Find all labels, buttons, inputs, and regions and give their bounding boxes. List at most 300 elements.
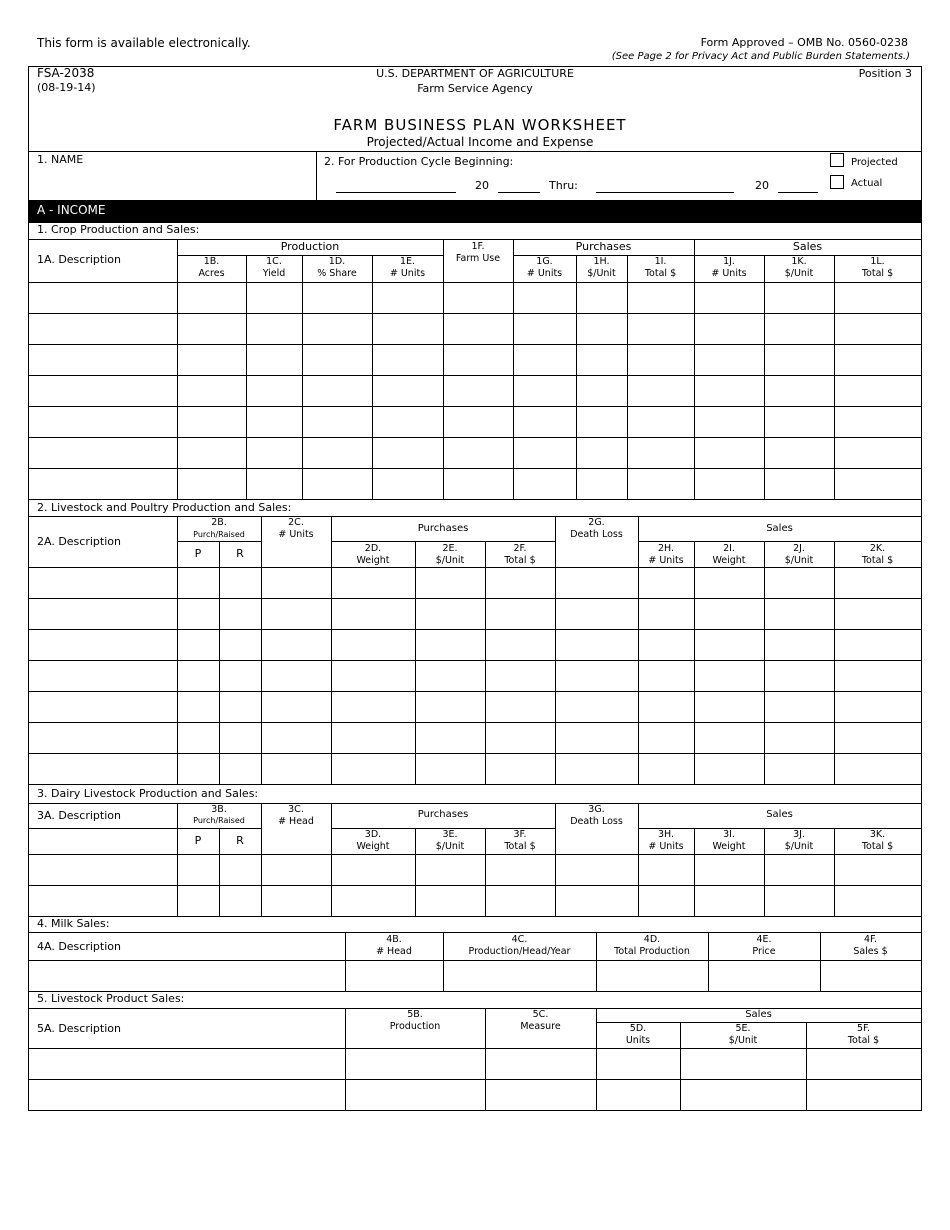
year-prefix-begin: 20 bbox=[475, 179, 489, 192]
livestock-entry-cell[interactable] bbox=[177, 661, 219, 691]
livestock-entry-cell[interactable] bbox=[219, 723, 261, 753]
dairy-entry-cell[interactable] bbox=[29, 886, 177, 916]
crop-entry-cell[interactable] bbox=[694, 314, 764, 344]
crop-entry-cell[interactable] bbox=[302, 376, 372, 406]
crop-entry-cell[interactable] bbox=[694, 345, 764, 375]
crop-entry-cell[interactable] bbox=[177, 407, 246, 437]
crop-entry-cell[interactable] bbox=[443, 407, 513, 437]
livestock-entry-cell[interactable] bbox=[834, 630, 921, 660]
livestock-entry-cell[interactable] bbox=[555, 599, 638, 629]
form-number: FSA-2038 bbox=[37, 66, 95, 80]
crop-entry-cell[interactable] bbox=[443, 283, 513, 313]
crop-entry-cell[interactable] bbox=[177, 376, 246, 406]
section-a-bar bbox=[29, 200, 921, 222]
col-1d-code: 1D. bbox=[328, 256, 346, 267]
dairy-entry-cell[interactable] bbox=[834, 855, 921, 885]
dairy-entry-cell[interactable] bbox=[555, 855, 638, 885]
livestock-entry-cell[interactable] bbox=[694, 599, 764, 629]
crop-entry-cell[interactable] bbox=[513, 314, 576, 344]
livestock-entry-cell[interactable] bbox=[834, 723, 921, 753]
livestock-entry-cell[interactable] bbox=[694, 630, 764, 660]
crop-entry-cell[interactable] bbox=[627, 438, 694, 468]
col-5f-label: Total $ bbox=[847, 1035, 880, 1046]
cycle-begin-field[interactable] bbox=[336, 192, 456, 193]
projected-checkbox[interactable] bbox=[830, 153, 844, 167]
crop-entry-cell[interactable] bbox=[246, 314, 302, 344]
livestock-entry-cell[interactable] bbox=[638, 723, 694, 753]
col-5c-label: Measure bbox=[520, 1021, 561, 1032]
col-2j-label: $/Unit bbox=[784, 555, 814, 566]
col-3c-label: # Head bbox=[278, 816, 314, 827]
col-5f bbox=[806, 1023, 921, 1047]
crop-entry-cell[interactable] bbox=[694, 283, 764, 313]
crop-entry-cell[interactable] bbox=[834, 314, 921, 344]
dairy-entry-cell[interactable] bbox=[177, 886, 219, 916]
livestock-entry-cell[interactable] bbox=[415, 692, 485, 722]
col-3d-label: Weight bbox=[356, 841, 390, 852]
col-4e bbox=[708, 934, 820, 958]
livestock-entry-cell[interactable] bbox=[764, 568, 834, 598]
dairy-desc-header: 3A. Description bbox=[37, 809, 121, 822]
livestock-entry-cell[interactable] bbox=[555, 723, 638, 753]
col-2d-code: 2D. bbox=[364, 543, 382, 554]
actual-label: Actual bbox=[851, 178, 883, 189]
col-2j bbox=[764, 543, 834, 567]
livestock-entry-cell[interactable] bbox=[638, 754, 694, 784]
crop-entry-cell[interactable] bbox=[576, 469, 627, 499]
crop-entry-cell[interactable] bbox=[513, 345, 576, 375]
product-entry-cell[interactable] bbox=[345, 1080, 485, 1110]
col-4b bbox=[345, 934, 443, 958]
livestock-entry-cell[interactable] bbox=[29, 661, 177, 691]
crop-entry-cell[interactable] bbox=[764, 407, 834, 437]
crop-entry-cell[interactable] bbox=[764, 283, 834, 313]
crop-entry-cell[interactable] bbox=[834, 407, 921, 437]
crop-entry-cell[interactable] bbox=[302, 314, 372, 344]
livestock-entry-cell[interactable] bbox=[331, 661, 415, 691]
livestock-entry-cell[interactable] bbox=[485, 723, 555, 753]
livestock-entry-cell[interactable] bbox=[638, 568, 694, 598]
product-entry-cell[interactable] bbox=[29, 1049, 345, 1079]
crop-entry-cell[interactable] bbox=[576, 438, 627, 468]
col-4e-label: Price bbox=[752, 946, 776, 957]
col-1c-label: Yield bbox=[262, 268, 286, 279]
dairy-entry-cell[interactable] bbox=[638, 886, 694, 916]
milk-entry-cell[interactable] bbox=[596, 961, 708, 991]
crop-entry-cell[interactable] bbox=[246, 407, 302, 437]
crop-entry-cell[interactable] bbox=[177, 314, 246, 344]
crop-entry-cell[interactable] bbox=[764, 345, 834, 375]
crop-entry-cell[interactable] bbox=[513, 469, 576, 499]
livestock-entry-cell[interactable] bbox=[555, 661, 638, 691]
product-entry-cell[interactable] bbox=[485, 1080, 596, 1110]
dairy-entry-cell[interactable] bbox=[29, 855, 177, 885]
crop-entry-cell[interactable] bbox=[834, 469, 921, 499]
crop-entry-cell[interactable] bbox=[372, 407, 443, 437]
crop-entry-cell[interactable] bbox=[246, 283, 302, 313]
livestock-entry-cell[interactable] bbox=[415, 723, 485, 753]
dairy-entry-cell[interactable] bbox=[694, 886, 764, 916]
col-1h-code: 1H. bbox=[593, 256, 610, 267]
livestock-purchases-group: Purchases bbox=[417, 523, 469, 534]
dairy-sales-group: Sales bbox=[766, 809, 793, 820]
col-3e-label: $/Unit bbox=[435, 841, 465, 852]
livestock-entry-cell[interactable] bbox=[261, 692, 331, 722]
crop-entry-cell[interactable] bbox=[576, 283, 627, 313]
livestock-entry-cell[interactable] bbox=[764, 692, 834, 722]
col-5e-label: $/Unit bbox=[728, 1035, 758, 1046]
col-5c-code: 5C. bbox=[532, 1009, 549, 1020]
livestock-entry-cell[interactable] bbox=[694, 692, 764, 722]
livestock-entry-cell[interactable] bbox=[764, 630, 834, 660]
livestock-entry-cell[interactable] bbox=[261, 661, 331, 691]
col-3k-code: 3K. bbox=[869, 829, 886, 840]
product-entry-cell[interactable] bbox=[680, 1080, 806, 1110]
omb-approval: Form Approved – OMB No. 0560-0238 bbox=[700, 36, 908, 49]
product-entry-cell[interactable] bbox=[485, 1049, 596, 1079]
livestock-entry-cell[interactable] bbox=[29, 599, 177, 629]
dairy-entry-cell[interactable] bbox=[331, 886, 415, 916]
livestock-entry-cell[interactable] bbox=[834, 754, 921, 784]
product-entry-cell[interactable] bbox=[680, 1049, 806, 1079]
col-2c-code: 2C. bbox=[288, 517, 304, 528]
livestock-entry-cell[interactable] bbox=[415, 568, 485, 598]
dairy-entry-cell[interactable] bbox=[415, 886, 485, 916]
col-2k bbox=[834, 543, 921, 567]
col-1b-code: 1B. bbox=[203, 256, 220, 267]
crop-entry-cell[interactable] bbox=[513, 283, 576, 313]
livestock-entry-cell[interactable] bbox=[485, 630, 555, 660]
col-2f-label: Total $ bbox=[504, 555, 536, 566]
col-1f-label: Farm Use bbox=[455, 253, 501, 264]
rule bbox=[29, 932, 921, 933]
projected-label: Projected bbox=[851, 157, 898, 168]
cycle-end-year-field[interactable] bbox=[778, 192, 818, 193]
col-3g-label: Death Loss bbox=[570, 816, 623, 827]
livestock-entry-cell[interactable] bbox=[485, 661, 555, 691]
dairy-entry-cell[interactable] bbox=[219, 886, 261, 916]
cycle-begin-year-field[interactable] bbox=[498, 192, 540, 193]
col-1i bbox=[627, 256, 694, 280]
livestock-entry-cell[interactable] bbox=[485, 754, 555, 784]
crop-entry-cell[interactable] bbox=[302, 407, 372, 437]
col-2b-code: 2B. bbox=[211, 517, 227, 528]
crop-entry-cell[interactable] bbox=[443, 469, 513, 499]
col-3f-label: Total $ bbox=[504, 841, 536, 852]
crop-entry-cell[interactable] bbox=[372, 469, 443, 499]
livestock-entry-cell[interactable] bbox=[555, 692, 638, 722]
agency: Farm Service Agency bbox=[417, 82, 533, 95]
crop-entry-cell[interactable] bbox=[513, 438, 576, 468]
livestock-entry-cell[interactable] bbox=[331, 723, 415, 753]
dairy-entry-cell[interactable] bbox=[834, 886, 921, 916]
crop-entry-cell[interactable] bbox=[177, 283, 246, 313]
crop-entry-cell[interactable] bbox=[513, 407, 576, 437]
col-1h bbox=[576, 256, 627, 280]
product-entry-cell[interactable] bbox=[345, 1049, 485, 1079]
crop-entry-cell[interactable] bbox=[627, 469, 694, 499]
rule bbox=[177, 239, 178, 255]
crop-entry-cell[interactable] bbox=[513, 376, 576, 406]
crop-entry-cell[interactable] bbox=[372, 345, 443, 375]
col-1l-label: Total $ bbox=[861, 268, 894, 279]
col-1l-code: 1L. bbox=[870, 256, 885, 267]
col-2i bbox=[694, 543, 764, 567]
dairy-purchases-group: Purchases bbox=[417, 809, 469, 820]
rule bbox=[177, 828, 261, 829]
livestock-entry-cell[interactable] bbox=[331, 754, 415, 784]
livestock-entry-cell[interactable] bbox=[415, 630, 485, 660]
crop-entry-cell[interactable] bbox=[29, 407, 177, 437]
crop-entry-cell[interactable] bbox=[246, 469, 302, 499]
livestock-entry-cell[interactable] bbox=[177, 754, 219, 784]
livestock-entry-cell[interactable] bbox=[219, 661, 261, 691]
crop-entry-cell[interactable] bbox=[177, 345, 246, 375]
dairy-entry-cell[interactable] bbox=[555, 886, 638, 916]
livestock-entry-cell[interactable] bbox=[694, 723, 764, 753]
dairy-entry-cell[interactable] bbox=[638, 855, 694, 885]
col-5b bbox=[345, 1009, 485, 1033]
livestock-entry-cell[interactable] bbox=[177, 692, 219, 722]
livestock-entry-cell[interactable] bbox=[29, 630, 177, 660]
col-3e-code: 3E. bbox=[442, 829, 458, 840]
crop-entry-cell[interactable] bbox=[29, 438, 177, 468]
dairy-entry-cell[interactable] bbox=[261, 886, 331, 916]
livestock-entry-cell[interactable] bbox=[638, 692, 694, 722]
col-2i-code: 2I. bbox=[723, 543, 735, 554]
crop-entry-cell[interactable] bbox=[177, 469, 246, 499]
col-4c-code: 4C. bbox=[511, 934, 528, 945]
milk-heading: 4. Milk Sales: bbox=[37, 917, 110, 930]
livestock-entry-cell[interactable] bbox=[261, 754, 331, 784]
col-1i-label: Total $ bbox=[644, 268, 677, 279]
livestock-entry-cell[interactable] bbox=[29, 568, 177, 598]
col-5e bbox=[680, 1023, 806, 1047]
crop-entry-cell[interactable] bbox=[443, 438, 513, 468]
livestock-entry-cell[interactable] bbox=[219, 754, 261, 784]
crop-entry-cell[interactable] bbox=[372, 314, 443, 344]
crop-entry-cell[interactable] bbox=[302, 469, 372, 499]
livestock-entry-cell[interactable] bbox=[331, 599, 415, 629]
col-2e-label: $/Unit bbox=[435, 555, 465, 566]
cycle-end-field[interactable] bbox=[596, 192, 734, 193]
crop-entry-cell[interactable] bbox=[694, 407, 764, 437]
crop-entry-cell[interactable] bbox=[302, 438, 372, 468]
crop-entry-cell[interactable] bbox=[372, 283, 443, 313]
livestock-heading: 2. Livestock and Poultry Production and Sales: bbox=[37, 501, 292, 514]
rule bbox=[29, 916, 921, 917]
milk-desc-header: 4A. Description bbox=[37, 940, 121, 953]
crop-entry-cell[interactable] bbox=[372, 376, 443, 406]
col-1d-label: % Share bbox=[317, 268, 357, 279]
crop-entry-cell[interactable] bbox=[443, 314, 513, 344]
crop-entry-cell[interactable] bbox=[576, 345, 627, 375]
crop-entry-cell[interactable] bbox=[29, 376, 177, 406]
milk-entry-cell[interactable] bbox=[443, 961, 596, 991]
milk-entry-cell[interactable] bbox=[820, 961, 921, 991]
product-entry-cell[interactable] bbox=[806, 1080, 921, 1110]
livestock-entry-cell[interactable] bbox=[485, 599, 555, 629]
dairy-entry-cell[interactable] bbox=[219, 855, 261, 885]
livestock-entry-cell[interactable] bbox=[834, 661, 921, 691]
crop-entry-cell[interactable] bbox=[576, 314, 627, 344]
livestock-entry-cell[interactable] bbox=[485, 692, 555, 722]
dairy-entry-cell[interactable] bbox=[764, 886, 834, 916]
col-5d-label: Units bbox=[625, 1035, 651, 1046]
livestock-entry-cell[interactable] bbox=[638, 630, 694, 660]
col-1j-code: 1J. bbox=[723, 256, 735, 267]
crop-entry-cell[interactable] bbox=[694, 469, 764, 499]
livestock-entry-cell[interactable] bbox=[29, 723, 177, 753]
dairy-entry-cell[interactable] bbox=[764, 855, 834, 885]
crop-entry-cell[interactable] bbox=[764, 314, 834, 344]
col-3i-code: 3I. bbox=[723, 829, 735, 840]
col-4c-label: Production/Head/Year bbox=[468, 946, 571, 957]
crop-entry-cell[interactable] bbox=[246, 438, 302, 468]
col-3j-code: 3J. bbox=[793, 829, 805, 840]
livestock-entry-cell[interactable] bbox=[177, 723, 219, 753]
livestock-entry-cell[interactable] bbox=[555, 754, 638, 784]
product-entry-cell[interactable] bbox=[596, 1080, 680, 1110]
product-heading: 5. Livestock Product Sales: bbox=[37, 992, 185, 1005]
dairy-entry-cell[interactable] bbox=[177, 855, 219, 885]
col-4d bbox=[596, 934, 708, 958]
col-2f bbox=[485, 543, 555, 567]
livestock-entry-cell[interactable] bbox=[331, 568, 415, 598]
livestock-entry-cell[interactable] bbox=[29, 754, 177, 784]
livestock-entry-cell[interactable] bbox=[219, 599, 261, 629]
livestock-entry-cell[interactable] bbox=[694, 568, 764, 598]
livestock-entry-cell[interactable] bbox=[764, 754, 834, 784]
dairy-entry-cell[interactable] bbox=[415, 855, 485, 885]
crop-entry-cell[interactable] bbox=[834, 376, 921, 406]
livestock-entry-cell[interactable] bbox=[764, 661, 834, 691]
col-3k bbox=[834, 829, 921, 853]
col-5c bbox=[485, 1009, 596, 1033]
crop-purchases-group: Purchases bbox=[575, 240, 632, 253]
crop-entry-cell[interactable] bbox=[627, 345, 694, 375]
crop-entry-cell[interactable] bbox=[443, 345, 513, 375]
milk-entry-cell[interactable] bbox=[29, 961, 345, 991]
crop-entry-cell[interactable] bbox=[29, 345, 177, 375]
milk-entry-cell[interactable] bbox=[708, 961, 820, 991]
crop-entry-cell[interactable] bbox=[29, 283, 177, 313]
dairy-entry-cell[interactable] bbox=[694, 855, 764, 885]
position: Position 3 bbox=[858, 67, 912, 80]
crop-entry-cell[interactable] bbox=[29, 469, 177, 499]
livestock-entry-cell[interactable] bbox=[29, 692, 177, 722]
col-3d bbox=[331, 829, 415, 853]
livestock-entry-cell[interactable] bbox=[177, 568, 219, 598]
livestock-entry-cell[interactable] bbox=[415, 754, 485, 784]
livestock-entry-cell[interactable] bbox=[555, 568, 638, 598]
crop-entry-cell[interactable] bbox=[627, 283, 694, 313]
rule bbox=[29, 222, 921, 223]
rule bbox=[638, 541, 921, 542]
livestock-entry-cell[interactable] bbox=[261, 568, 331, 598]
crop-entry-cell[interactable] bbox=[576, 407, 627, 437]
livestock-entry-cell[interactable] bbox=[555, 630, 638, 660]
crop-entry-cell[interactable] bbox=[694, 438, 764, 468]
col-2j-code: 2J. bbox=[793, 543, 805, 554]
col-4d-label: Total Production bbox=[614, 946, 690, 957]
col-2f-code: 2F. bbox=[513, 543, 527, 554]
col-1b-label: Acres bbox=[198, 268, 225, 279]
crop-entry-cell[interactable] bbox=[177, 438, 246, 468]
livestock-entry-cell[interactable] bbox=[694, 661, 764, 691]
crop-entry-cell[interactable] bbox=[764, 376, 834, 406]
crop-entry-cell[interactable] bbox=[764, 469, 834, 499]
product-entry-cell[interactable] bbox=[806, 1049, 921, 1079]
milk-entry-cell[interactable] bbox=[345, 961, 443, 991]
livestock-entry-cell[interactable] bbox=[261, 599, 331, 629]
crop-entry-cell[interactable] bbox=[834, 345, 921, 375]
crop-entry-cell[interactable] bbox=[302, 283, 372, 313]
livestock-entry-cell[interactable] bbox=[415, 599, 485, 629]
rule bbox=[29, 516, 921, 517]
crop-entry-cell[interactable] bbox=[246, 345, 302, 375]
col-1h-label: $/Unit bbox=[587, 268, 616, 279]
crop-entry-cell[interactable] bbox=[29, 314, 177, 344]
crop-entry-cell[interactable] bbox=[764, 438, 834, 468]
livestock-entry-cell[interactable] bbox=[764, 723, 834, 753]
crop-entry-cell[interactable] bbox=[372, 438, 443, 468]
livestock-entry-cell[interactable] bbox=[261, 630, 331, 660]
col-2k-code: 2K. bbox=[869, 543, 886, 554]
livestock-entry-cell[interactable] bbox=[219, 568, 261, 598]
dairy-entry-cell[interactable] bbox=[485, 855, 555, 885]
crop-entry-cell[interactable] bbox=[443, 376, 513, 406]
col-5e-code: 5E. bbox=[735, 1023, 751, 1034]
crop-entry-cell[interactable] bbox=[834, 438, 921, 468]
livestock-entry-cell[interactable] bbox=[415, 661, 485, 691]
livestock-entry-cell[interactable] bbox=[638, 661, 694, 691]
product-entry-cell[interactable] bbox=[29, 1080, 345, 1110]
dairy-heading: 3. Dairy Livestock Production and Sales: bbox=[37, 787, 259, 800]
livestock-entry-cell[interactable] bbox=[331, 630, 415, 660]
crop-entry-cell[interactable] bbox=[627, 314, 694, 344]
livestock-entry-cell[interactable] bbox=[694, 754, 764, 784]
crop-entry-cell[interactable] bbox=[576, 376, 627, 406]
livestock-entry-cell[interactable] bbox=[219, 692, 261, 722]
livestock-entry-cell[interactable] bbox=[764, 599, 834, 629]
col-3j bbox=[764, 829, 834, 853]
crop-entry-cell[interactable] bbox=[627, 407, 694, 437]
livestock-entry-cell[interactable] bbox=[485, 568, 555, 598]
livestock-entry-cell[interactable] bbox=[834, 692, 921, 722]
livestock-entry-cell[interactable] bbox=[177, 630, 219, 660]
dairy-entry-cell[interactable] bbox=[261, 855, 331, 885]
actual-checkbox[interactable] bbox=[830, 175, 844, 189]
rule bbox=[29, 1110, 921, 1111]
col-2e bbox=[415, 543, 485, 567]
crop-entry-cell[interactable] bbox=[302, 345, 372, 375]
livestock-entry-cell[interactable] bbox=[331, 692, 415, 722]
crop-entry-cell[interactable] bbox=[694, 376, 764, 406]
livestock-entry-cell[interactable] bbox=[834, 599, 921, 629]
product-entry-cell[interactable] bbox=[596, 1049, 680, 1079]
livestock-entry-cell[interactable] bbox=[834, 568, 921, 598]
crop-entry-cell[interactable] bbox=[834, 283, 921, 313]
crop-entry-cell[interactable] bbox=[246, 376, 302, 406]
livestock-entry-cell[interactable] bbox=[261, 723, 331, 753]
crop-entry-cell[interactable] bbox=[627, 376, 694, 406]
livestock-entry-cell[interactable] bbox=[177, 599, 219, 629]
livestock-entry-cell[interactable] bbox=[638, 599, 694, 629]
dairy-entry-cell[interactable] bbox=[485, 886, 555, 916]
livestock-entry-cell[interactable] bbox=[219, 630, 261, 660]
dairy-entry-cell[interactable] bbox=[331, 855, 415, 885]
